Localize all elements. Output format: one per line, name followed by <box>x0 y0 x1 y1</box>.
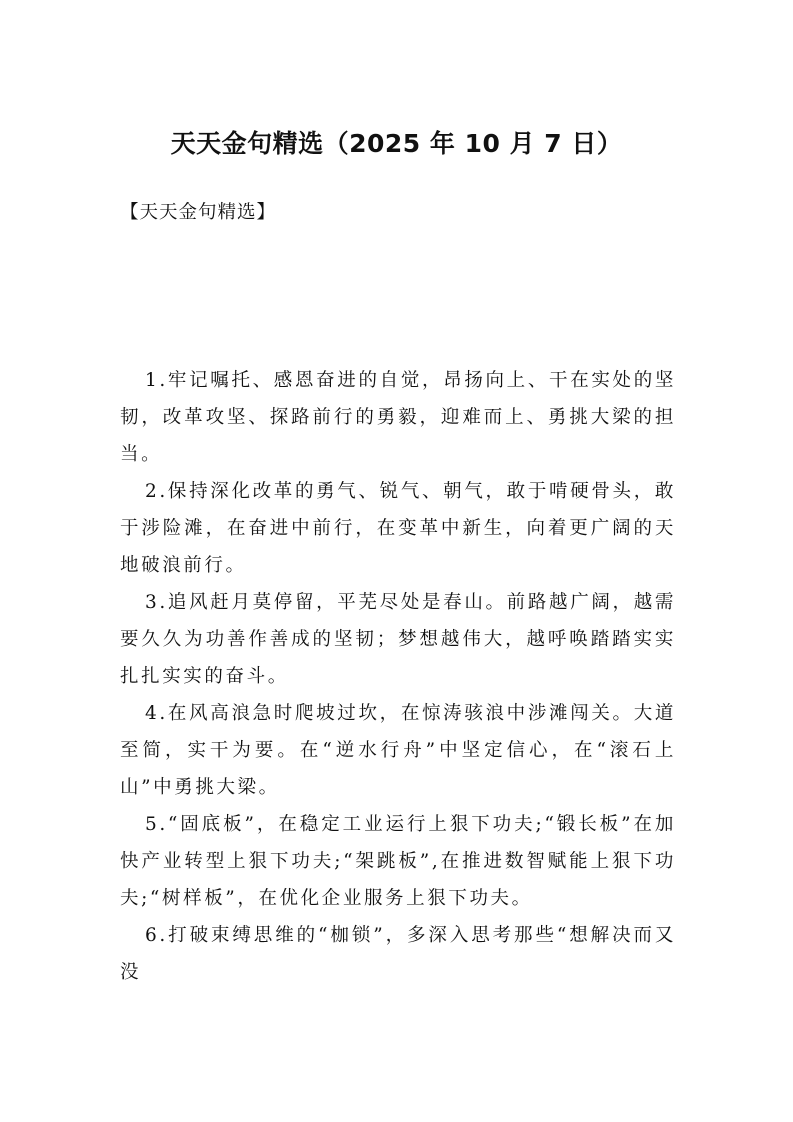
paragraph-5: 5.“固底板”，在稳定工业运行上狠下功夫;“锻长板”在加快产业转型上狠下功夫;“架跳板”,在推进数智赋能上狠下功夫;“树样板”，在优化企业服务上狠下功夫。 <box>120 814 676 909</box>
document-title: 天天金句精选（2025 年 10 月 7 日） <box>170 129 623 158</box>
paragraph-1: 1.牢记嘱托、感恩奋进的自觉，昂扬向上、干在实处的坚韧，改革攻坚、探路前行的勇毅，迎难而上、勇挑大梁的担当。 <box>120 370 676 465</box>
section-label: 【天天金句精选】 <box>120 202 277 223</box>
paragraph-4: 4.在风高浪急时爬坡过坎，在惊涛骇浪中涉滩闯关。大道至简，实干为要。在“逆水行舟”中坚定信心，在“滚石上山”中勇挑大梁。 <box>120 703 676 798</box>
paragraph-2: 2.保持深化改革的勇气、锐气、朝气，敢于啃硬骨头，敢于涉险滩，在奋进中前行，在变革中新生，向着更广阔的天地破浪前行。 <box>120 481 676 576</box>
document-body <box>120 362 676 991</box>
paragraph-3: 3.追风赶月莫停留，平芜尽处是春山。前路越广阔，越需要久久为功善作善成的坚韧；梦想越伟大，越呼唤踏踏实实扎扎实实的奋斗。 <box>120 592 676 687</box>
paragraph-6: 6.打破束缚思维的“枷锁”，多深入思考那些“想解决而又没 <box>120 925 676 983</box>
